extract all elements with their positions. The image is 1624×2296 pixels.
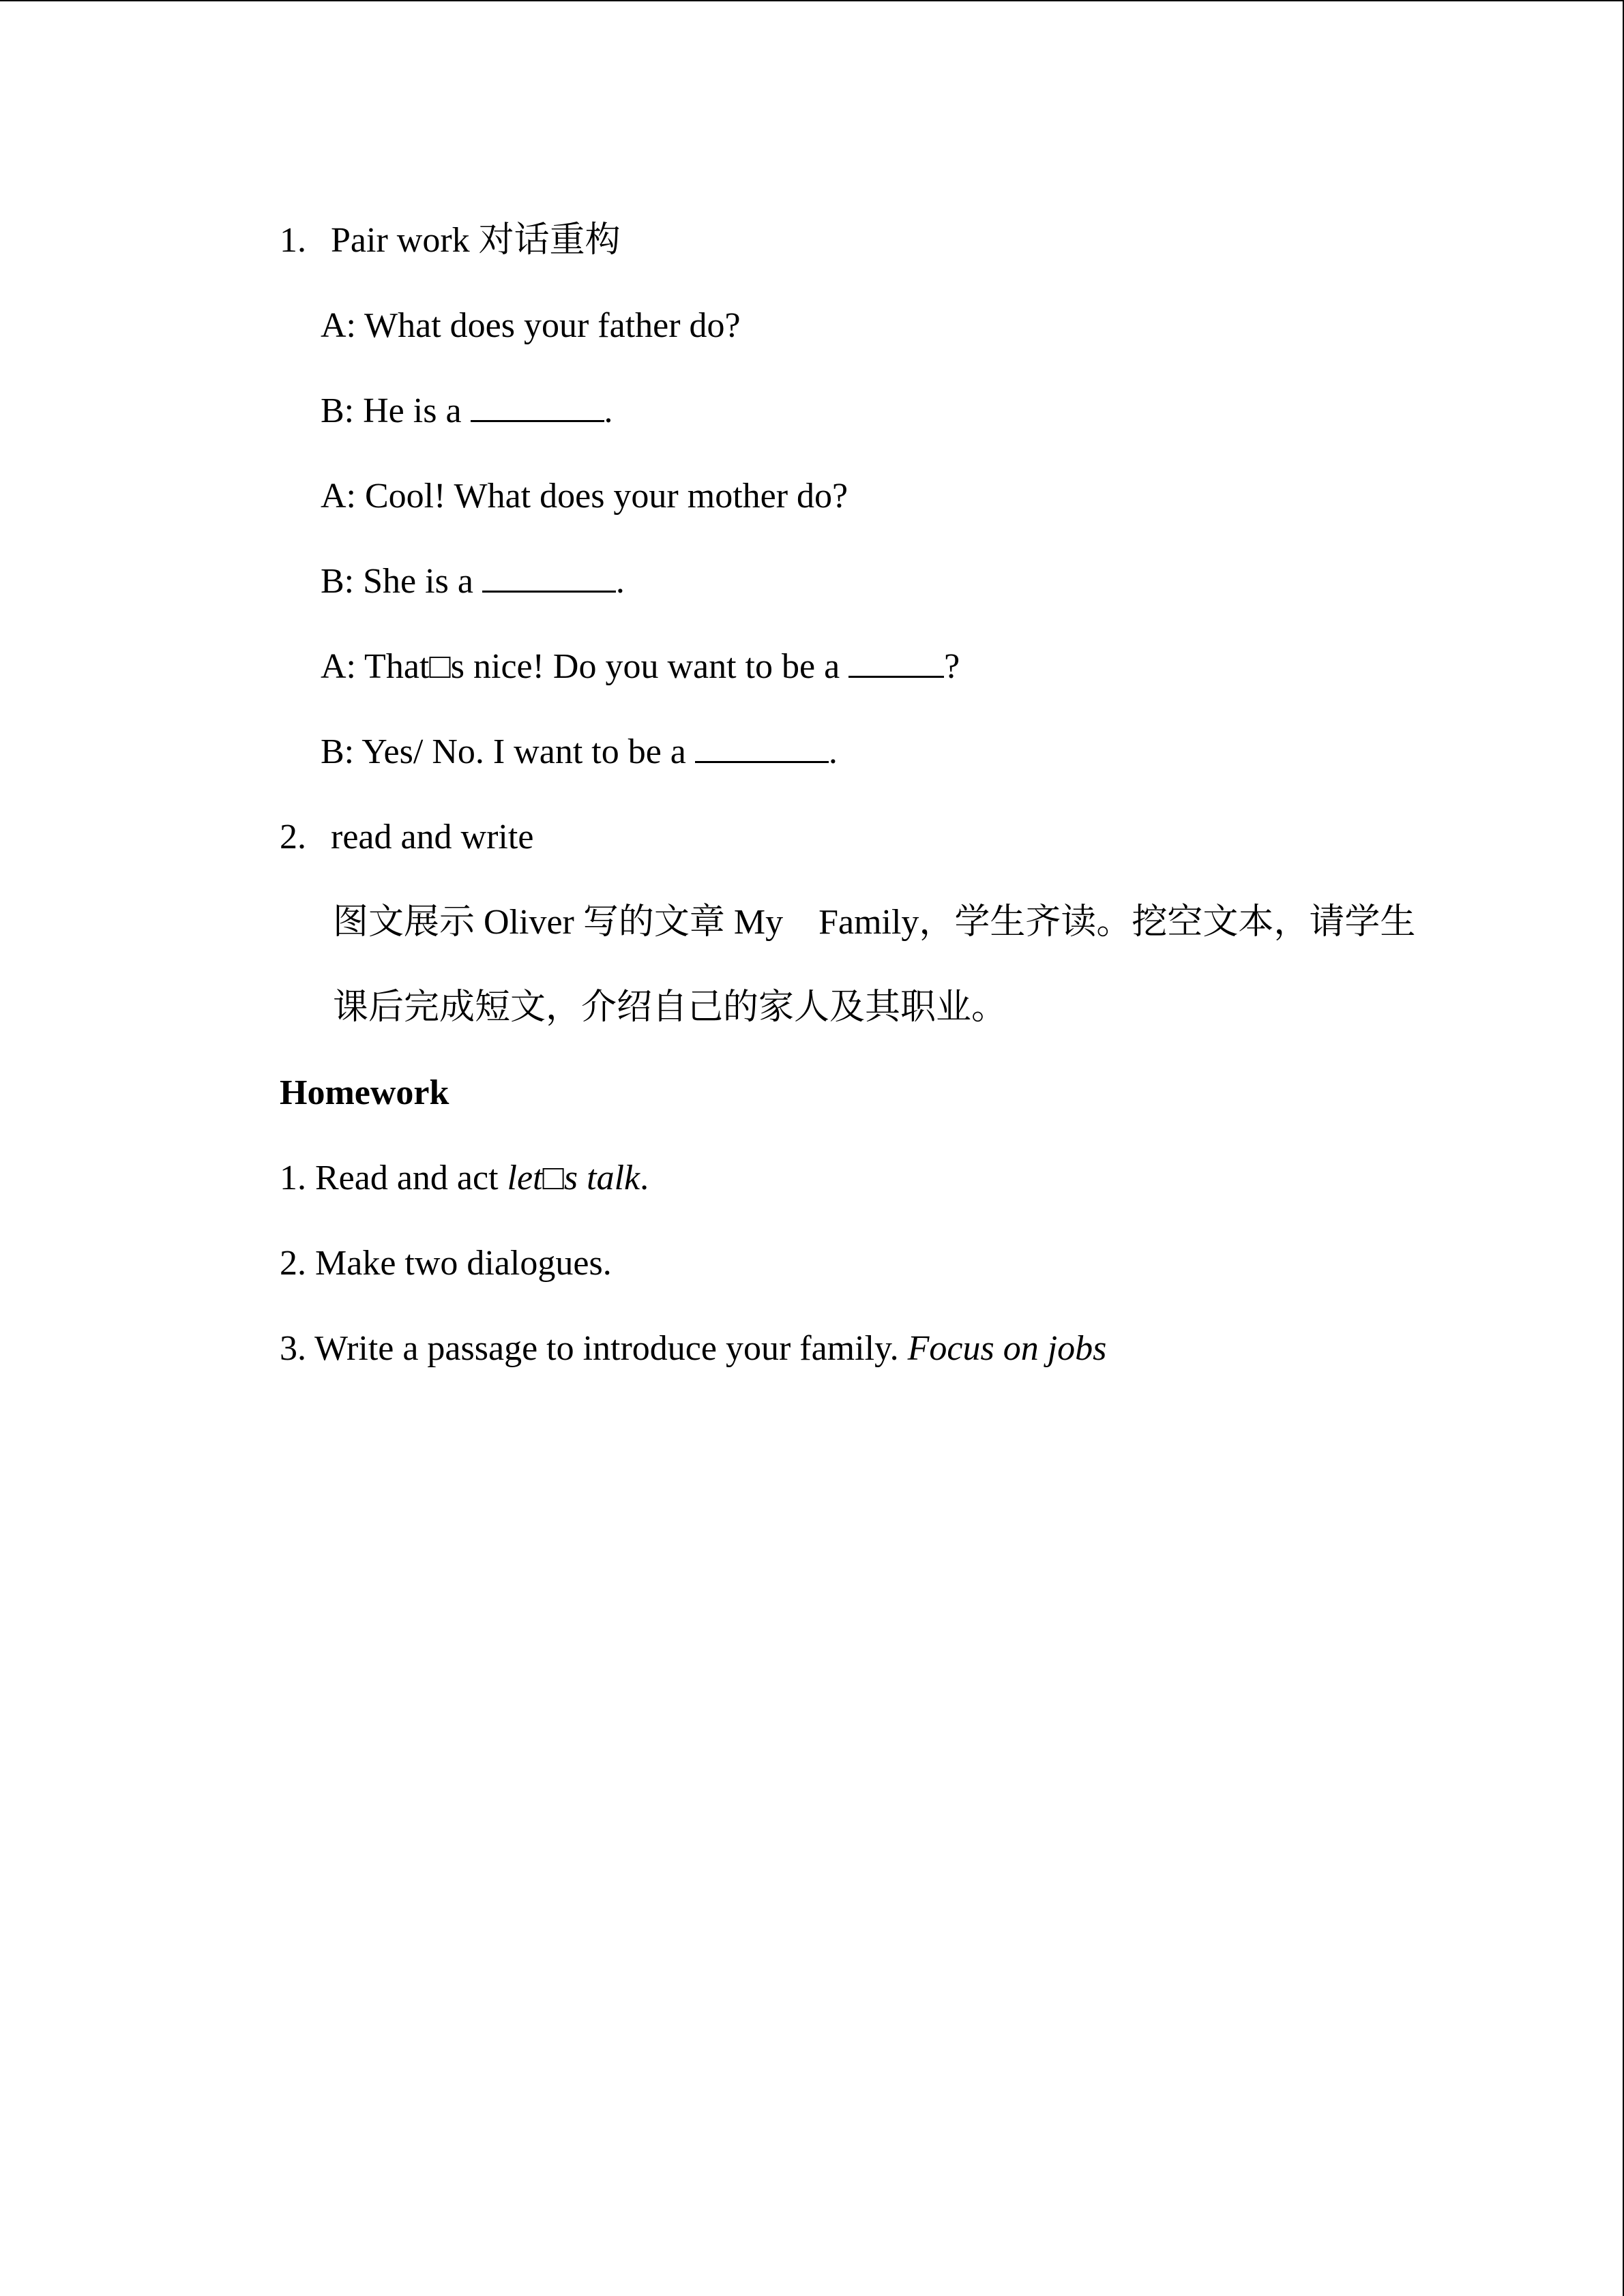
section-1-heading: Pair work 对话重构 xyxy=(331,221,621,260)
homework-item-1-text: 1. Read and act xyxy=(280,1159,507,1197)
dialogue-line-2-end: . xyxy=(604,391,613,430)
section-2-paragraph-line-2: 课后完成短文，介绍自己的家人及其职业。 xyxy=(333,988,1007,1027)
section-2-paragraph-line-1: 图文展示 Oliver 写的文章 My Family，学生齐读。挖空文本，请学生 xyxy=(333,903,1416,942)
section-2-number: 2. xyxy=(280,818,306,856)
fill-in-blank xyxy=(482,561,616,593)
homework-item-1-end: . xyxy=(640,1159,649,1197)
homework-item-1 xyxy=(280,1157,649,1200)
dialogue-line-1 xyxy=(321,304,741,348)
dialogue-line-2 xyxy=(321,389,613,433)
section-2-heading: read and write xyxy=(331,818,534,856)
dialogue-line-4-end: . xyxy=(615,562,625,601)
fill-in-blank xyxy=(471,390,604,422)
section-1-number: 1. xyxy=(280,221,306,260)
dialogue-line-1-text: A: What does your father do? xyxy=(321,306,741,345)
dialogue-line-6 xyxy=(321,730,838,774)
homework-item-3-text: 3. Write a passage to introduce your family. xyxy=(280,1329,908,1368)
dialogue-line-6-end: . xyxy=(828,732,838,771)
homework-item-1-italic: let□s talk xyxy=(507,1159,640,1197)
dialogue-line-2-text: B: He is a xyxy=(321,391,471,430)
homework-item-3 xyxy=(280,1327,1106,1371)
homework-item-2-text: 2. Make two dialogues. xyxy=(280,1244,612,1283)
homework-item-3-italic: Focus on jobs xyxy=(907,1329,1107,1368)
dialogue-line-5 xyxy=(321,645,960,689)
dialogue-line-3-text: A: Cool! What does your mother do? xyxy=(321,477,848,516)
homework-title: Homework xyxy=(280,1073,449,1112)
dialogue-line-5-end: ? xyxy=(944,647,960,686)
fill-in-blank xyxy=(848,646,944,678)
dialogue-line-3 xyxy=(321,475,848,518)
dialogue-line-4-text: B: She is a xyxy=(321,562,482,601)
dialogue-line-5-text: A: That□s nice! Do you want to be a xyxy=(321,647,849,686)
dialogue-line-4 xyxy=(321,560,625,603)
fill-in-blank xyxy=(695,731,829,763)
homework-item-2 xyxy=(280,1242,612,1285)
dialogue-line-6-text: B: Yes/ No. I want to be a xyxy=(321,732,695,771)
